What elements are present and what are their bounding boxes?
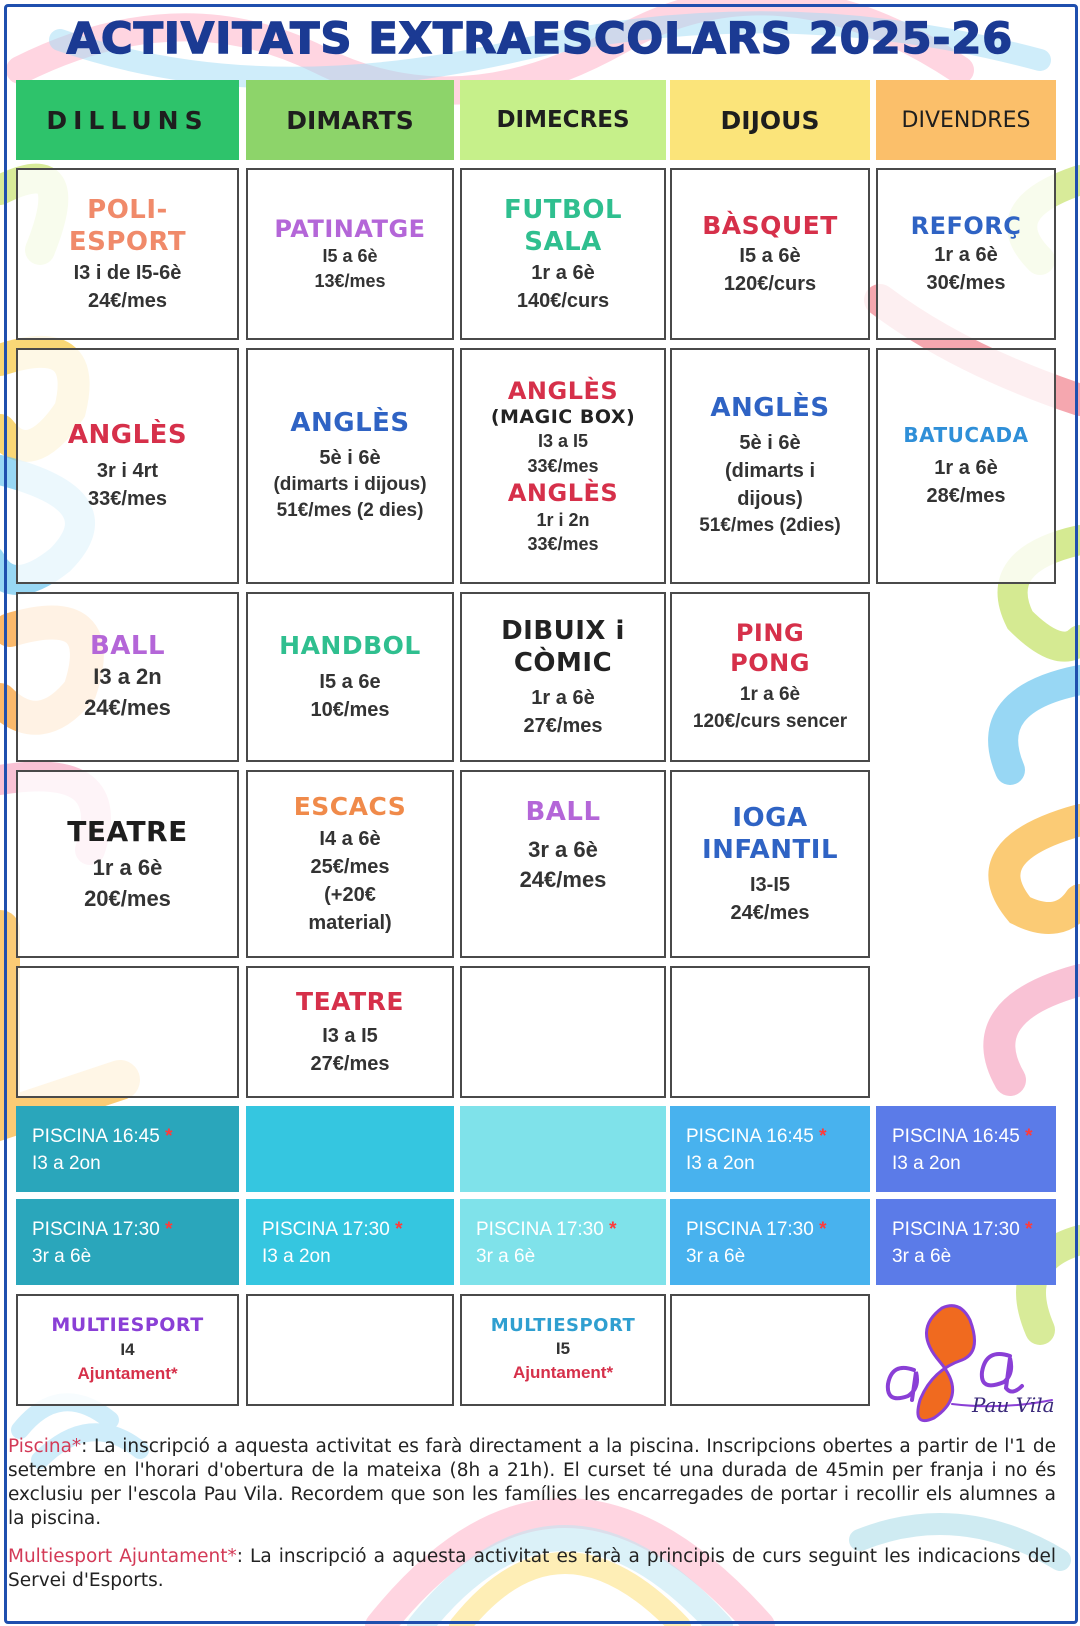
activity-title: FUTBOL bbox=[503, 194, 623, 225]
pool-group: I3 a 2on bbox=[32, 1152, 101, 1174]
day-label: DIMECRES bbox=[496, 107, 630, 133]
activity-grades: I3 i de I5-6è bbox=[73, 261, 182, 284]
pool-group: 3r a 6è bbox=[892, 1245, 952, 1267]
activity-title: BATUCADA bbox=[903, 422, 1029, 447]
day-header-thursday bbox=[670, 80, 870, 160]
activity-cell-ioga-infantil bbox=[670, 770, 870, 958]
activity-cell-escacs bbox=[246, 770, 454, 958]
activity-organizer: Ajuntament* bbox=[512, 1363, 614, 1383]
activity-price: 10€/mes bbox=[310, 698, 390, 721]
pool-time-label: PISCINA 16:45 * bbox=[686, 1126, 827, 1147]
activity-cell-angles-3r-4rt bbox=[16, 348, 239, 584]
activity-grades: I4 bbox=[120, 1340, 135, 1360]
pool-note-text: : La inscripció a aquesta activitat es farà directament a la piscina. Inscripcions obertes a partir de l'1 de setembre en l'horari d'obertura de la mateixa (8h a 21h). El curset té una durada de 45min per franja i no és exclusiu per l'escola Pau Vila. Recordem que son les famílies les encarregades de portar i recollir els alumnes a la piscina. bbox=[8, 1436, 1056, 1530]
activity-title: BALL bbox=[89, 630, 166, 661]
activity-price: 24€/mes bbox=[88, 289, 167, 312]
activity-cell-batucada bbox=[876, 348, 1056, 584]
activity-cell-angles-5e-6e bbox=[246, 348, 454, 584]
activity-grades: 1r a 6è bbox=[531, 261, 595, 284]
page-title: ACTIVITATS EXTRAESCOLARS 2025-26 bbox=[66, 14, 1014, 64]
activity-days: (dimarts i bbox=[724, 459, 816, 482]
activity-price: 51€/mes (2 dies) bbox=[276, 500, 424, 522]
activity-extra: (+20€ bbox=[324, 883, 376, 906]
activity-grades: 3r i 4rt bbox=[96, 460, 159, 483]
activity-cell-teatre-1r-6e bbox=[16, 770, 239, 958]
pool-group: I3 a 2on bbox=[892, 1152, 961, 1174]
activity-price: 33€/mes bbox=[527, 455, 599, 476]
pool-cell-tuesday-1730 bbox=[246, 1199, 454, 1285]
activity-days: (dimarts i dijous) bbox=[273, 473, 427, 495]
activity-grades: I3 a I5 bbox=[322, 1024, 378, 1047]
activity-grades: I4 a 6è bbox=[319, 827, 381, 850]
day-header-friday bbox=[876, 80, 1056, 160]
footnotes bbox=[8, 1435, 1056, 1607]
pool-time-label: PISCINA 17:30 * bbox=[892, 1219, 1033, 1240]
activity-grades: I5 a 6e bbox=[319, 670, 381, 693]
pool-cell-thursday-1730 bbox=[670, 1199, 870, 1285]
empty-cell bbox=[670, 966, 870, 1098]
activity-price: 27€/mes bbox=[523, 714, 603, 737]
activity-grades: 1r a 6è bbox=[92, 854, 163, 880]
activity-cell-reforc bbox=[876, 168, 1056, 340]
activity-price: 13€/mes bbox=[314, 271, 386, 291]
activity-title: TEATRE bbox=[296, 987, 404, 1017]
multisport-note bbox=[8, 1545, 1056, 1593]
activity-title: ANGLÈS bbox=[507, 376, 619, 405]
multisport-note-text: : La inscripció a aquesta activitat es farà a principis de curs seguint les indicacions del Servei d'Esports. bbox=[8, 1546, 1056, 1592]
activity-price: 120€/curs bbox=[723, 272, 817, 295]
activity-price: 28€/mes bbox=[926, 484, 1006, 507]
activity-price: 20€/mes bbox=[84, 885, 171, 911]
activity-title: IOGA bbox=[732, 802, 808, 833]
activity-price: 30€/mes bbox=[926, 272, 1006, 294]
activity-grades: I3 a 2n bbox=[93, 664, 162, 690]
activity-cell-patinatge bbox=[246, 168, 454, 340]
pool-cell-monday-1730 bbox=[16, 1199, 239, 1285]
pool-cell-friday-1645 bbox=[876, 1106, 1056, 1192]
activity-cell-angles-thursday bbox=[670, 348, 870, 584]
pool-time-label: PISCINA 17:30 * bbox=[32, 1219, 173, 1240]
activity-title: ANGLÈS bbox=[507, 478, 619, 507]
activity-title: PATINATGE bbox=[274, 214, 426, 243]
pool-time-label: PISCINA 17:30 * bbox=[686, 1219, 827, 1240]
activity-price: 33€/mes bbox=[88, 488, 167, 511]
activity-grades: 1r a 6è bbox=[739, 684, 801, 706]
activity-cell-dibuix-comic bbox=[460, 592, 666, 762]
logo-text: Pau Vila bbox=[972, 1393, 1055, 1417]
day-label: DIJOUS bbox=[720, 105, 820, 135]
activity-price: 24€/mes bbox=[84, 695, 171, 721]
activity-grades: 1r a 6è bbox=[934, 456, 998, 479]
empty-cell bbox=[246, 1294, 454, 1406]
pool-time-label: PISCINA 16:45 * bbox=[32, 1126, 173, 1147]
pool-cell-friday-1730 bbox=[876, 1199, 1056, 1285]
activity-cell-multiesport-i5 bbox=[460, 1294, 666, 1406]
activity-grades: 3r a 6è bbox=[528, 836, 598, 862]
day-label: DILLUNS bbox=[46, 105, 209, 135]
activity-cell-angles-magic-box bbox=[460, 348, 666, 584]
pool-group: 3r a 6è bbox=[476, 1245, 536, 1267]
activity-title: ESCACS bbox=[293, 792, 407, 822]
activity-title: INFANTIL bbox=[701, 835, 839, 865]
activity-cell-basquet bbox=[670, 168, 870, 340]
activity-cell-multiesport-i4 bbox=[16, 1294, 239, 1406]
activity-extra: material) bbox=[308, 911, 392, 934]
activity-cell-handbol bbox=[246, 592, 454, 762]
day-label: DIVENDRES bbox=[901, 107, 1031, 133]
activity-cell-futbol-sala bbox=[460, 168, 666, 340]
activity-title: TEATRE bbox=[67, 814, 188, 848]
activity-price: 140€/curs bbox=[516, 289, 610, 312]
activity-subtitle: (MAGIC BOX) bbox=[490, 405, 636, 428]
activity-grades: I3-I5 bbox=[749, 873, 791, 896]
activity-title: ANGLÈS bbox=[290, 408, 410, 439]
pool-group: I3 a 2on bbox=[686, 1152, 755, 1174]
activity-title: REFORÇ bbox=[910, 212, 1022, 240]
pool-cell-empty bbox=[460, 1106, 666, 1192]
pool-note-key: Piscina* bbox=[8, 1436, 82, 1457]
empty-cell bbox=[670, 1294, 870, 1406]
activity-title: CÒMIC bbox=[513, 648, 613, 678]
day-header-wednesday bbox=[460, 80, 666, 160]
activity-cell-ball-i3-2n bbox=[16, 592, 239, 762]
activity-title: ANGLÈS bbox=[710, 393, 830, 424]
activity-title: PONG bbox=[730, 649, 810, 678]
activity-title: MULTIESPORT bbox=[490, 1314, 636, 1336]
activity-price: 120€/curs sencer bbox=[692, 711, 848, 732]
activity-grades: 1r a 6è bbox=[531, 686, 595, 709]
activity-cell-poliesport bbox=[16, 168, 239, 340]
activity-price: 25€/mes bbox=[310, 855, 390, 878]
activity-title: BALL bbox=[525, 797, 601, 827]
activity-price: 24€/mes bbox=[519, 867, 607, 893]
day-header-tuesday bbox=[246, 80, 454, 160]
activity-grades: I5 a 6è bbox=[322, 245, 378, 266]
activity-cell-teatre-i3-i5 bbox=[246, 966, 454, 1098]
pool-group: I3 a 2on bbox=[262, 1245, 331, 1267]
activity-grades: I5 bbox=[555, 1339, 571, 1359]
activity-title: HANDBOL bbox=[279, 631, 421, 661]
activity-grades: 5è i 6è bbox=[739, 431, 801, 454]
activity-cell-ping-pong bbox=[670, 592, 870, 762]
pool-time-label: PISCINA 16:45 * bbox=[892, 1126, 1033, 1147]
pool-cell-monday-1645 bbox=[16, 1106, 239, 1192]
pool-group: 3r a 6è bbox=[32, 1245, 92, 1267]
pool-time-label: PISCINA 17:30 * bbox=[262, 1219, 403, 1240]
empty-cell bbox=[16, 966, 239, 1098]
activity-title: BÀSQUET bbox=[702, 211, 838, 241]
activity-price: 24€/mes bbox=[730, 901, 810, 924]
activity-grades: 5è i 6è bbox=[319, 446, 381, 469]
activity-title: ANGLÈS bbox=[67, 419, 188, 450]
activity-title: SALA bbox=[524, 227, 602, 257]
empty-cell bbox=[460, 966, 666, 1098]
activity-grades: 1r i 2n bbox=[536, 509, 590, 530]
activity-price: 51€/mes (2dies) bbox=[699, 514, 841, 536]
activity-organizer: Ajuntament* bbox=[77, 1363, 178, 1383]
pool-cell-empty bbox=[246, 1106, 454, 1192]
activity-price: 33€/mes bbox=[527, 534, 599, 555]
day-label: DIMARTS bbox=[286, 105, 414, 135]
activity-price: 27€/mes bbox=[310, 1052, 390, 1075]
activity-title: DIBUIX i bbox=[501, 615, 625, 646]
pool-cell-wednesday-1730 bbox=[460, 1199, 666, 1285]
activity-title: POLI- bbox=[87, 194, 168, 225]
pool-group: 3r a 6è bbox=[686, 1245, 746, 1267]
activity-title: PING bbox=[735, 619, 805, 648]
pool-time-label: PISCINA 17:30 * bbox=[476, 1219, 617, 1240]
pool-cell-thursday-1645 bbox=[670, 1106, 870, 1192]
activity-cell-ball-3r-6e bbox=[460, 770, 666, 958]
activity-grades: 1r a 6è bbox=[934, 244, 998, 266]
multisport-note-key: Multiesport Ajuntament* bbox=[8, 1546, 237, 1568]
activity-title: ESPORT bbox=[68, 227, 187, 257]
activity-grades: I3 a I5 bbox=[537, 431, 589, 452]
day-header-monday bbox=[16, 80, 239, 160]
activity-grades: I5 a 6è bbox=[739, 244, 801, 267]
activity-title: MULTIESPORT bbox=[51, 1314, 204, 1337]
pool-note bbox=[8, 1435, 1056, 1531]
activity-days: dijous) bbox=[737, 487, 803, 510]
